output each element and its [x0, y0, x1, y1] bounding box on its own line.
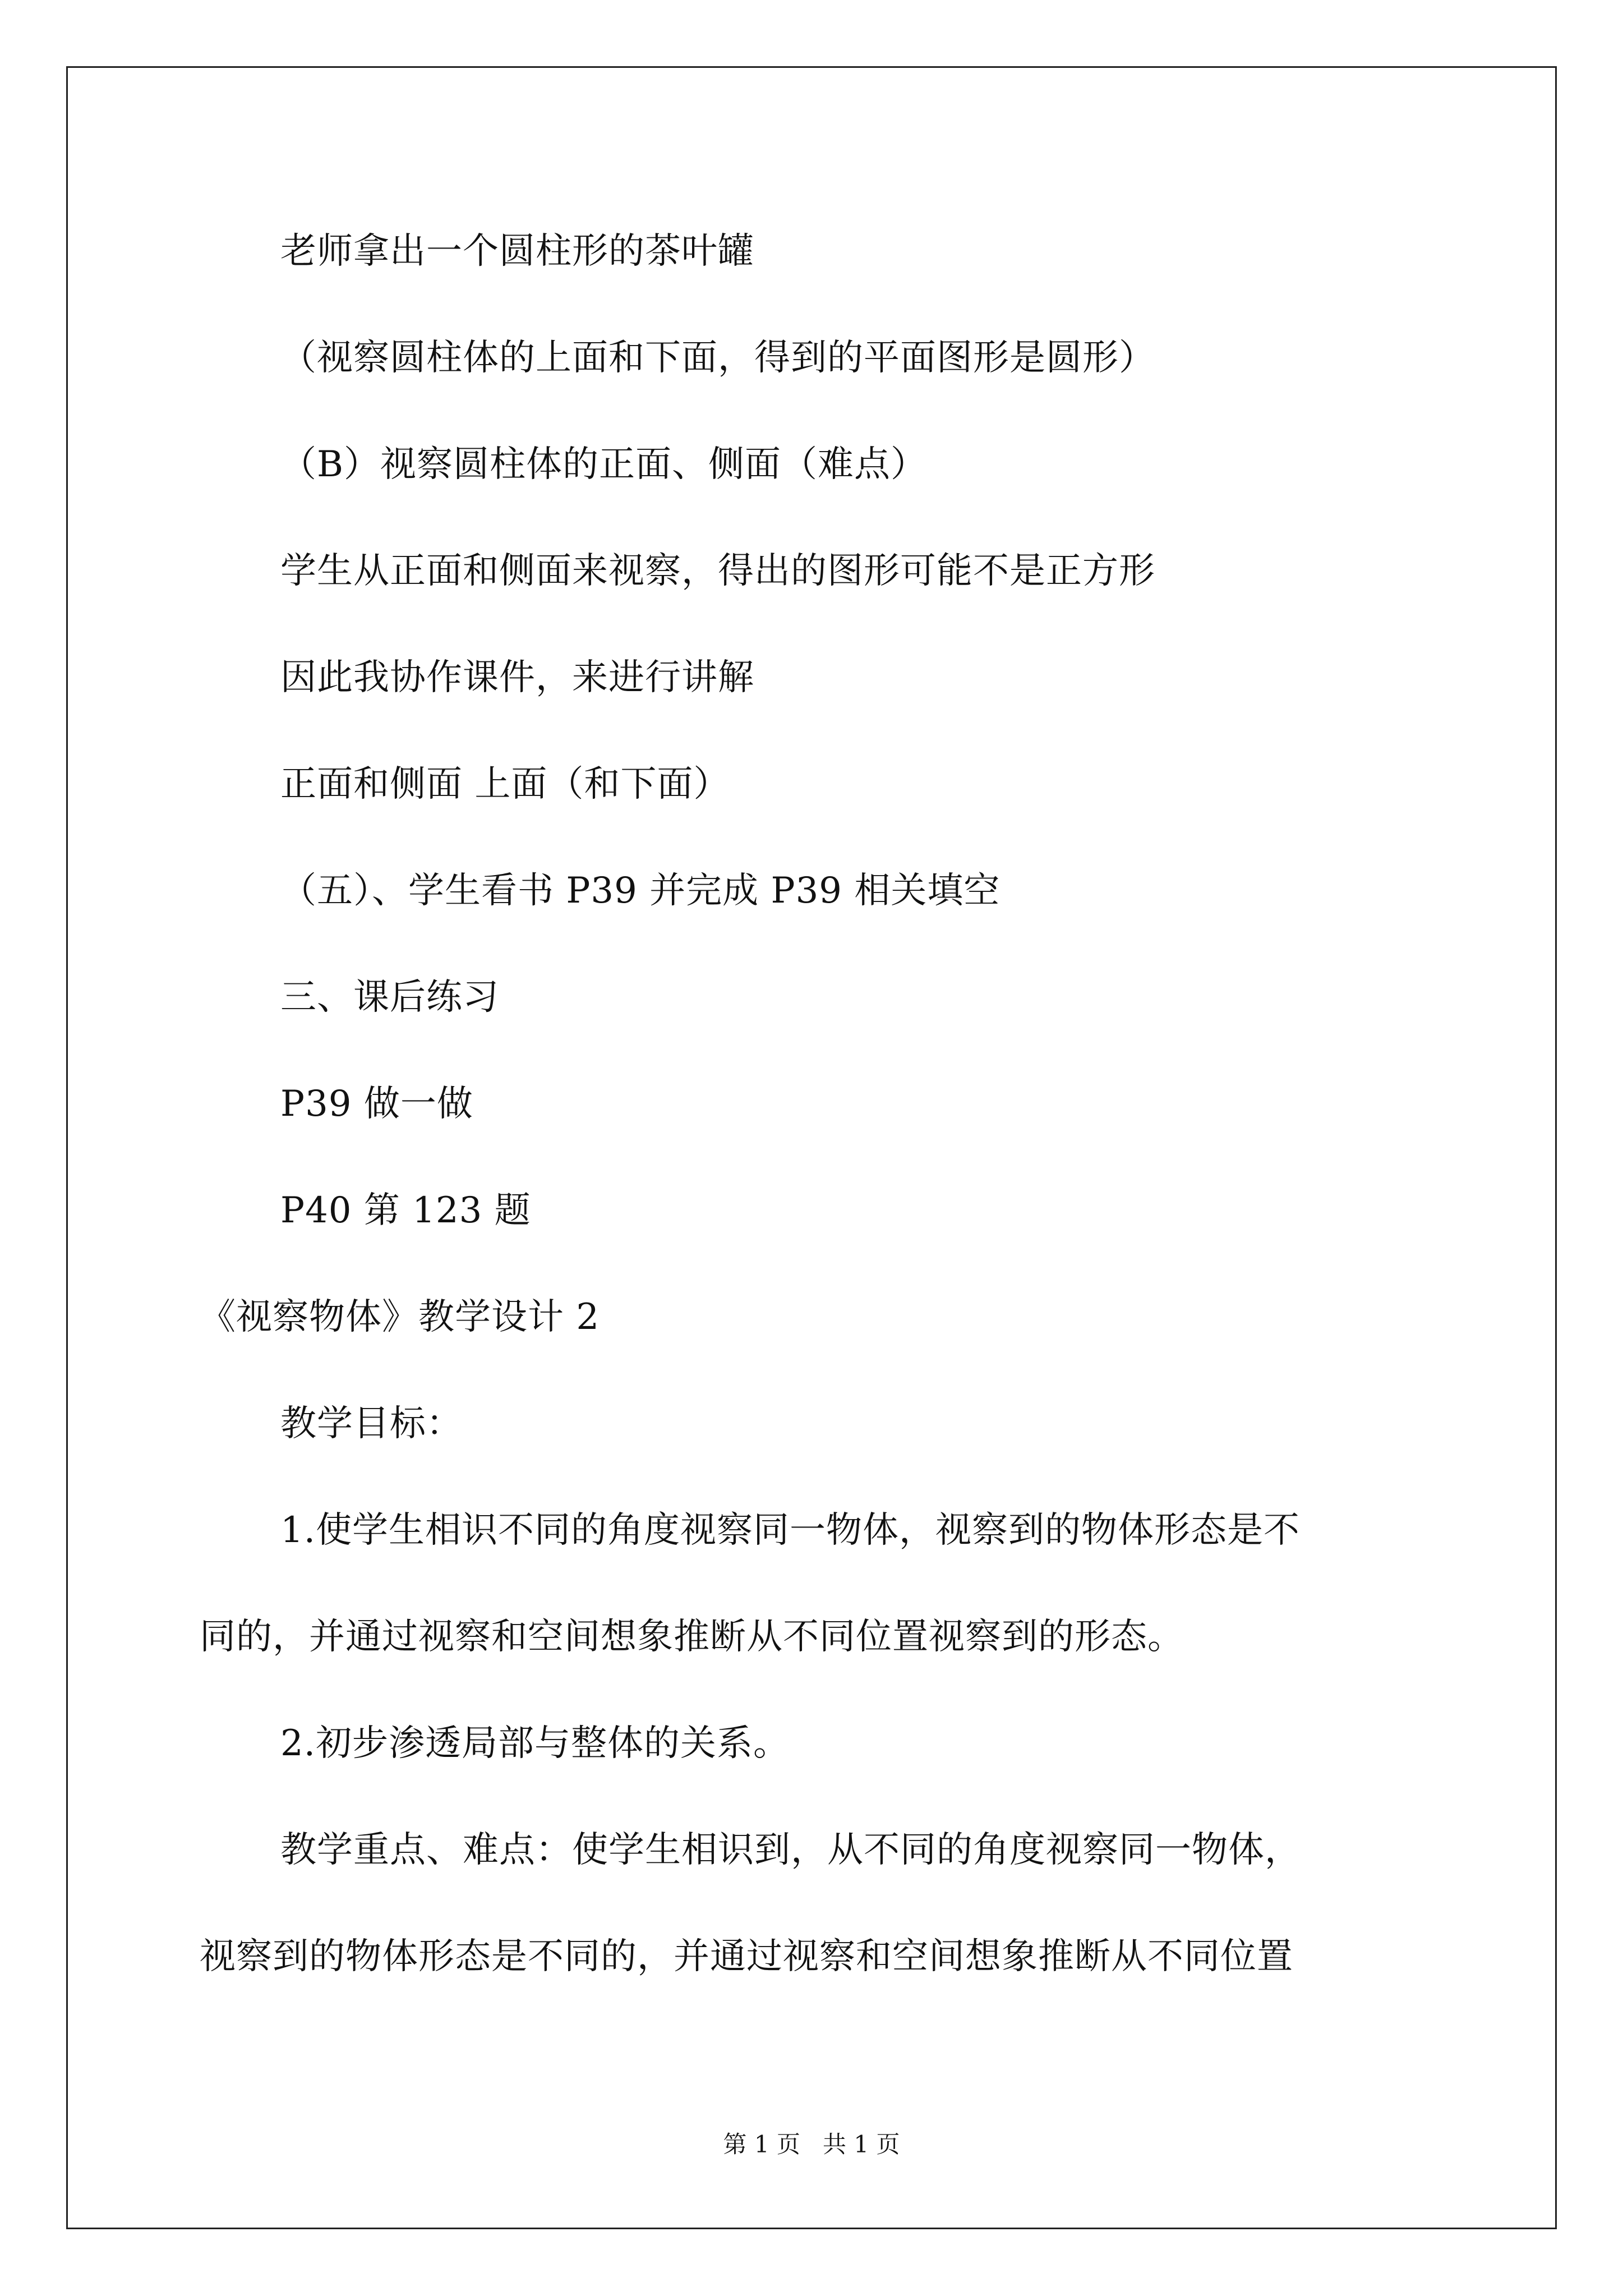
text-line: （视察圆柱体的上面和下面，得到的平面图形是圆形）	[280, 337, 1155, 379]
text-line: （B）视察圆柱体的正面、侧面（难点）	[280, 444, 928, 485]
text-line: 视察到的物体形态是不同的，并通过视察和空间想象推断从不同位置	[200, 1936, 1293, 1977]
text-line: 三、课后练习	[280, 977, 499, 1018]
text-line: 正面和侧面 上面（和下面）	[280, 763, 730, 805]
text-line: 因此我协作课件，来进行讲解	[280, 657, 754, 698]
section-heading: 《视察物体》教学设计 2	[200, 1296, 600, 1338]
text-line: 1.使学生相识不同的角度视察同一物体，视察到的物体形态是不	[280, 1510, 1301, 1551]
text-line: 2.初步渗透局部与整体的关系。	[280, 1723, 790, 1764]
text-line: P40 第 123 题	[280, 1190, 531, 1231]
text-line: 学生从正面和侧面来视察，得出的图形可能不是正方形	[280, 550, 1155, 592]
text-line: P39 做一做	[280, 1083, 473, 1125]
text-line: 教学重点、难点：使学生相识到，从不同的角度视察同一物体，	[280, 1829, 1301, 1871]
text-line: 教学目标：	[280, 1403, 463, 1444]
text-line: 老师拿出一个圆柱形的茶叶罐	[280, 231, 754, 272]
text-line: 同的，并通过视察和空间想象推断从不同位置视察到的形态。	[200, 1616, 1184, 1658]
page-footer: 第 1 页 共 1 页	[723, 2131, 900, 2158]
text-line: （五）、学生看书 P39 并完成 P39 相关填空	[280, 870, 1000, 912]
page-border	[66, 66, 1557, 2229]
